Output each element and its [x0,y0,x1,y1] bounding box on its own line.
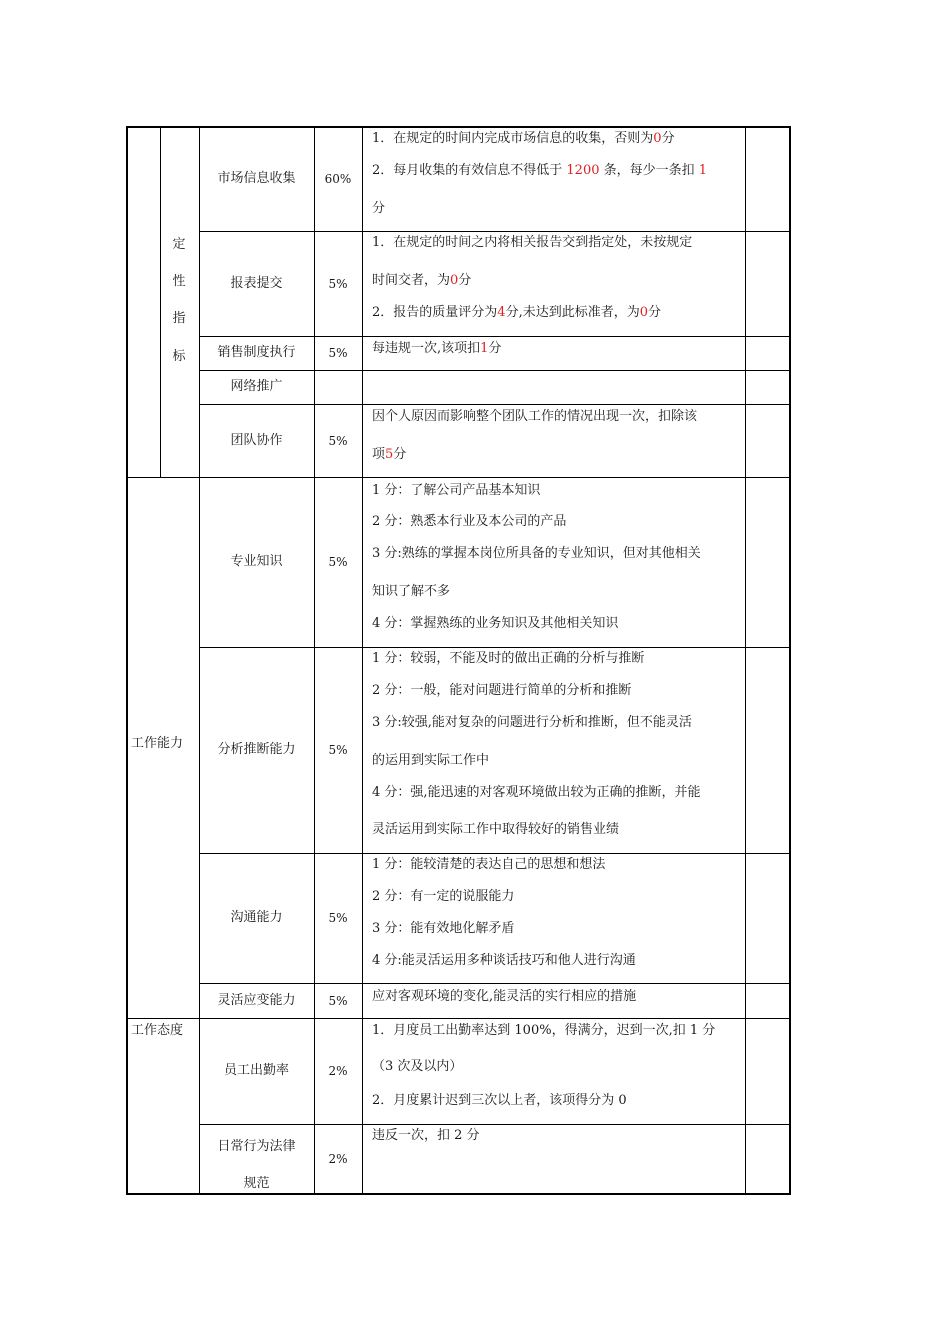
score-value: 1 [480,341,489,356]
score-value: 4 [497,305,506,320]
criteria-line [372,130,675,148]
table-border-right [789,126,791,1194]
criteria-text: 1．月度员工出勤率达到 100%，得满分，迟到一次,扣 1 分 [372,1023,716,1038]
criteria-text: 的运用到实际工作中 [372,753,490,768]
criteria-line [372,920,514,938]
criteria-text: 因个人原因而影响整个团队工作的情况出现一次，扣除该 [372,409,698,424]
criteria-text: 每违规一次,该项扣 [372,341,481,356]
criteria-text: 应对客观环境的变化,能灵活的实行相应的措施 [372,989,637,1004]
item-name: 灵活应变能力 [217,992,296,1008]
criteria-text: 分 [372,201,386,216]
item-name: 日常行为法律 规范 [217,1139,296,1191]
criteria-line [372,446,406,464]
criteria-line [372,513,566,531]
criteria-line [372,988,636,1006]
criteria-text: （3 次及以内） [372,1059,463,1074]
item-weight: 5% [328,993,348,1008]
criteria-text: 1 分：较弱，不能及时的做出正确的分析与推断 [372,651,645,666]
criteria-line [372,234,692,252]
criteria-text: 分 [661,131,675,146]
item-name: 销售制度执行 [217,345,296,360]
item-weight: 5% [328,743,348,757]
item-name: 团队协作 [230,432,283,448]
criteria-line [372,162,707,180]
score-value: 5 [385,447,394,462]
criteria-text: 3 分：能有效地化解矛盾 [372,921,515,936]
criteria-text: 灵活运用到实际工作中取得较好的销售业绩 [372,822,620,837]
group-label-qualitative-char: 性 [172,274,186,289]
criteria-text: 4 分：掌握熟练的业务知识及其他相关知识 [372,616,619,631]
criteria-line [372,615,618,633]
criteria-text: 1 分：了解公司产品基本知识 [372,483,541,498]
group-label-qualitative-char: 指 [172,311,186,326]
criteria-line [372,856,605,874]
score-value: 0 [653,131,662,146]
score-value: 1 [698,163,708,178]
criteria-text: 4 分:能灵活运用多种谈话技巧和他人进行沟通 [372,953,636,968]
item-weight: 5% [328,433,348,448]
criteria-text: 分 [393,447,407,462]
criteria-text: 时间交者，为 [372,273,451,288]
item-weight [314,370,362,404]
item-weight: 5% [328,346,348,360]
criteria-text: 1．在规定的时间之内将相关报告交到指定处，未按规定 [372,235,693,250]
item-weight: 2% [328,1064,348,1078]
item-name: 分析推断能力 [217,742,296,757]
criteria-line [372,1127,480,1145]
criteria-line [372,1022,715,1040]
criteria-text: 知识了解不多 [372,584,451,599]
criteria-line [372,752,489,770]
criteria-line [372,482,540,500]
criteria-text: 条，每少一条扣 [599,163,699,178]
item-name: 报表提交 [230,275,283,291]
criteria-text: 违反一次，扣 2 分 [372,1128,480,1143]
criteria-text: 2 分：熟悉本行业及本公司的产品 [372,514,567,529]
score-value: 0 [450,273,459,288]
weight-divider [362,126,363,1193]
criteria-text: 2．每月收集的有效信息不得低于 [372,163,567,178]
criteria-line [372,545,701,563]
criteria-line [372,1058,462,1076]
score-value: 0 [639,305,648,320]
criteria-text: 1 分：能较清楚的表达自己的思想和想法 [372,857,606,872]
criteria-line [372,1092,627,1110]
criteria-line [372,200,385,218]
criteria-text: 分 [488,341,502,356]
criteria-text: 3 分:较强,能对复杂的问题进行分析和推断，但不能灵活 [372,715,692,730]
item-weight: 60% [324,171,352,186]
item-weight: 5% [328,555,348,569]
criteria-line [372,784,701,802]
table-border-left [126,126,128,1194]
criteria-line [372,304,661,322]
criteria-text: 1．在规定的时间内完成市场信息的收集，否则为 [372,131,654,146]
score-value: 1200 [566,163,600,178]
criteria-text: 项 [372,447,386,462]
criteria-line [372,583,450,601]
criteria-text: 2．报告的质量评分为 [372,305,498,320]
item-weight: 2% [328,1151,348,1166]
group-divider-inner [160,126,161,477]
criteria-line [372,340,501,358]
group-label-qualitative-char: 标 [172,349,186,364]
group-label-work-attitude: 工作态度 [131,1023,184,1038]
criteria-line [372,952,636,970]
group-label-qualitative-char: 定 [172,237,186,252]
item-name: 网络推广 [230,379,283,394]
criteria-text: 分,未达到此标准者，为 [505,305,640,320]
criteria-text: 2．月度累计迟到三次以上者，该项得分为 0 [372,1093,627,1108]
criteria-line [372,682,631,700]
item-name: 沟通能力 [230,910,283,925]
criteria-text: 3 分:熟练的掌握本岗位所具备的专业知识，但对其他相关 [372,546,701,561]
description-divider [745,126,746,1193]
criteria-text: 4 分：强,能迅速的对客观环境做出较为正确的推断，并能 [372,785,701,800]
item-weight: 5% [328,911,348,925]
item-name: 市场信息收集 [217,170,296,186]
criteria-line [372,408,697,426]
row-divider [199,1124,789,1125]
criteria-text: 分 [458,273,472,288]
criteria-line [372,888,514,906]
criteria-text: 2 分：有一定的说服能力 [372,889,515,904]
criteria-line [372,821,619,839]
item-name: 专业知识 [230,554,283,569]
item-name: 员工出勤率 [223,1063,289,1078]
group-label-work-ability: 工作能力 [131,736,184,751]
criteria-line [372,650,644,668]
criteria-line [372,714,692,732]
criteria-text: 2 分：一般，能对问题进行简单的分析和推断 [372,683,632,698]
criteria-line [372,272,471,290]
criteria-text: 分 [647,305,661,320]
item-weight: 5% [328,276,348,291]
